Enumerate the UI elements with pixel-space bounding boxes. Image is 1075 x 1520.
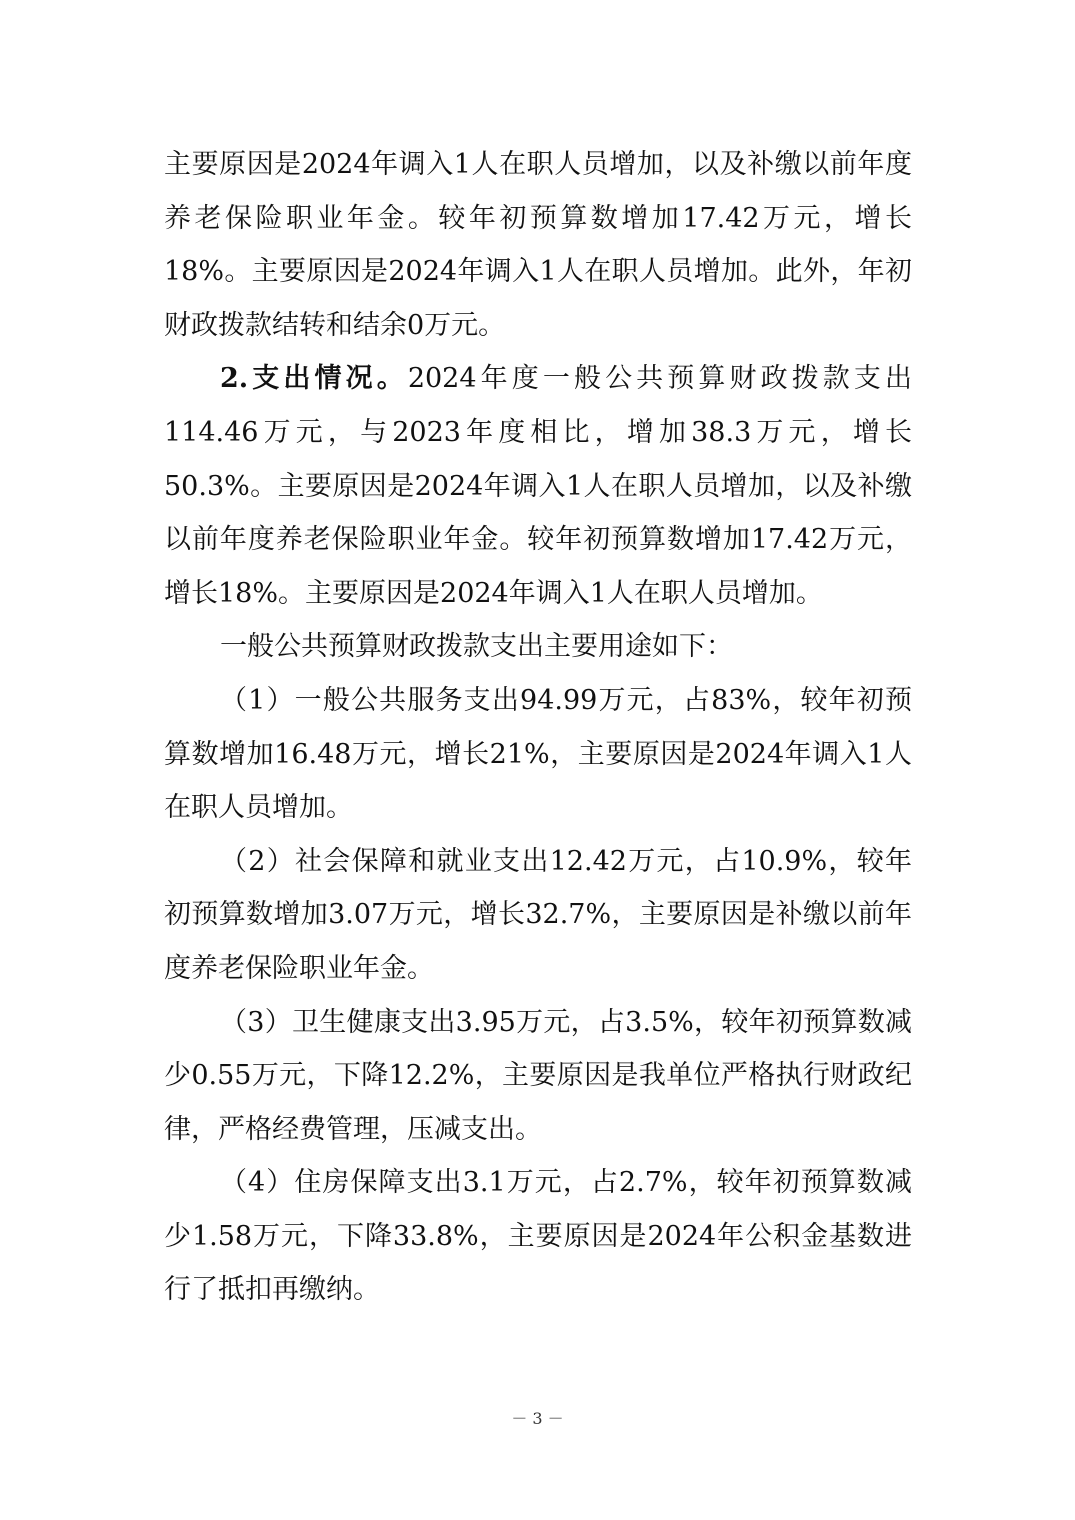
paragraph-text: （2）社会保障和就业支出12.42万元，占10.9%，较年初预算数增加3.07万元，增长32.7%，主要原因是补缴以前年度养老保险职业年金。 [164, 845, 912, 984]
paragraph-item-4 [164, 1156, 912, 1317]
paragraph-item-3 [164, 996, 912, 1157]
paragraph-text: 2024年度一般公共预算财政拨款支出114.46万元，与2023年度相比，增加38.3万元，增长50.3%。主要原因是2024年调入1人在职人员增加，以及补缴以前年度养老保险职业年金。较年初预算数增加17.42万元，增长18%。主要原因是2024年调入1人在职人员增加。 [164, 363, 913, 609]
paragraph-item-2 [164, 835, 912, 996]
paragraph-usage-intro [164, 620, 912, 674]
section-heading: 2.支出情况。 [220, 363, 408, 395]
page-number: － 3 － [511, 1409, 564, 1428]
paragraph-text: 一般公共预算财政拨款支出主要用途如下： [220, 631, 733, 663]
paragraph-text: （3）卫生健康支出3.95万元，占3.5%，较年初预算数减少0.55万元，下降12.2%，主要原因是我单位严格执行财政纪律，严格经费管理，压减支出。 [164, 1006, 912, 1145]
document-body [164, 138, 912, 1317]
paragraph-item-1 [164, 674, 912, 835]
paragraph-income-reason [164, 138, 912, 352]
paragraph-text: （4）住房保障支出3.1万元，占2.7%，较年初预算数减少1.58万元，下降33.8%，主要原因是2024年公积金基数进行了抵扣再缴纳。 [164, 1167, 912, 1306]
paragraph-text: （1）一般公共服务支出94.99万元，占83%，较年初预算数增加16.48万元，增长21%，主要原因是2024年调入1人在职人员增加。 [164, 684, 912, 824]
paragraph-text: 主要原因是2024年调入1人在职人员增加，以及补缴以前年度养老保险职业年金。较年初预算数增加17.42万元，增长18%。主要原因是2024年调入1人在职人员增加。此外，年初财政拨款结转和结余0万元。 [164, 149, 912, 341]
paragraph-expenditure-summary [164, 352, 912, 620]
